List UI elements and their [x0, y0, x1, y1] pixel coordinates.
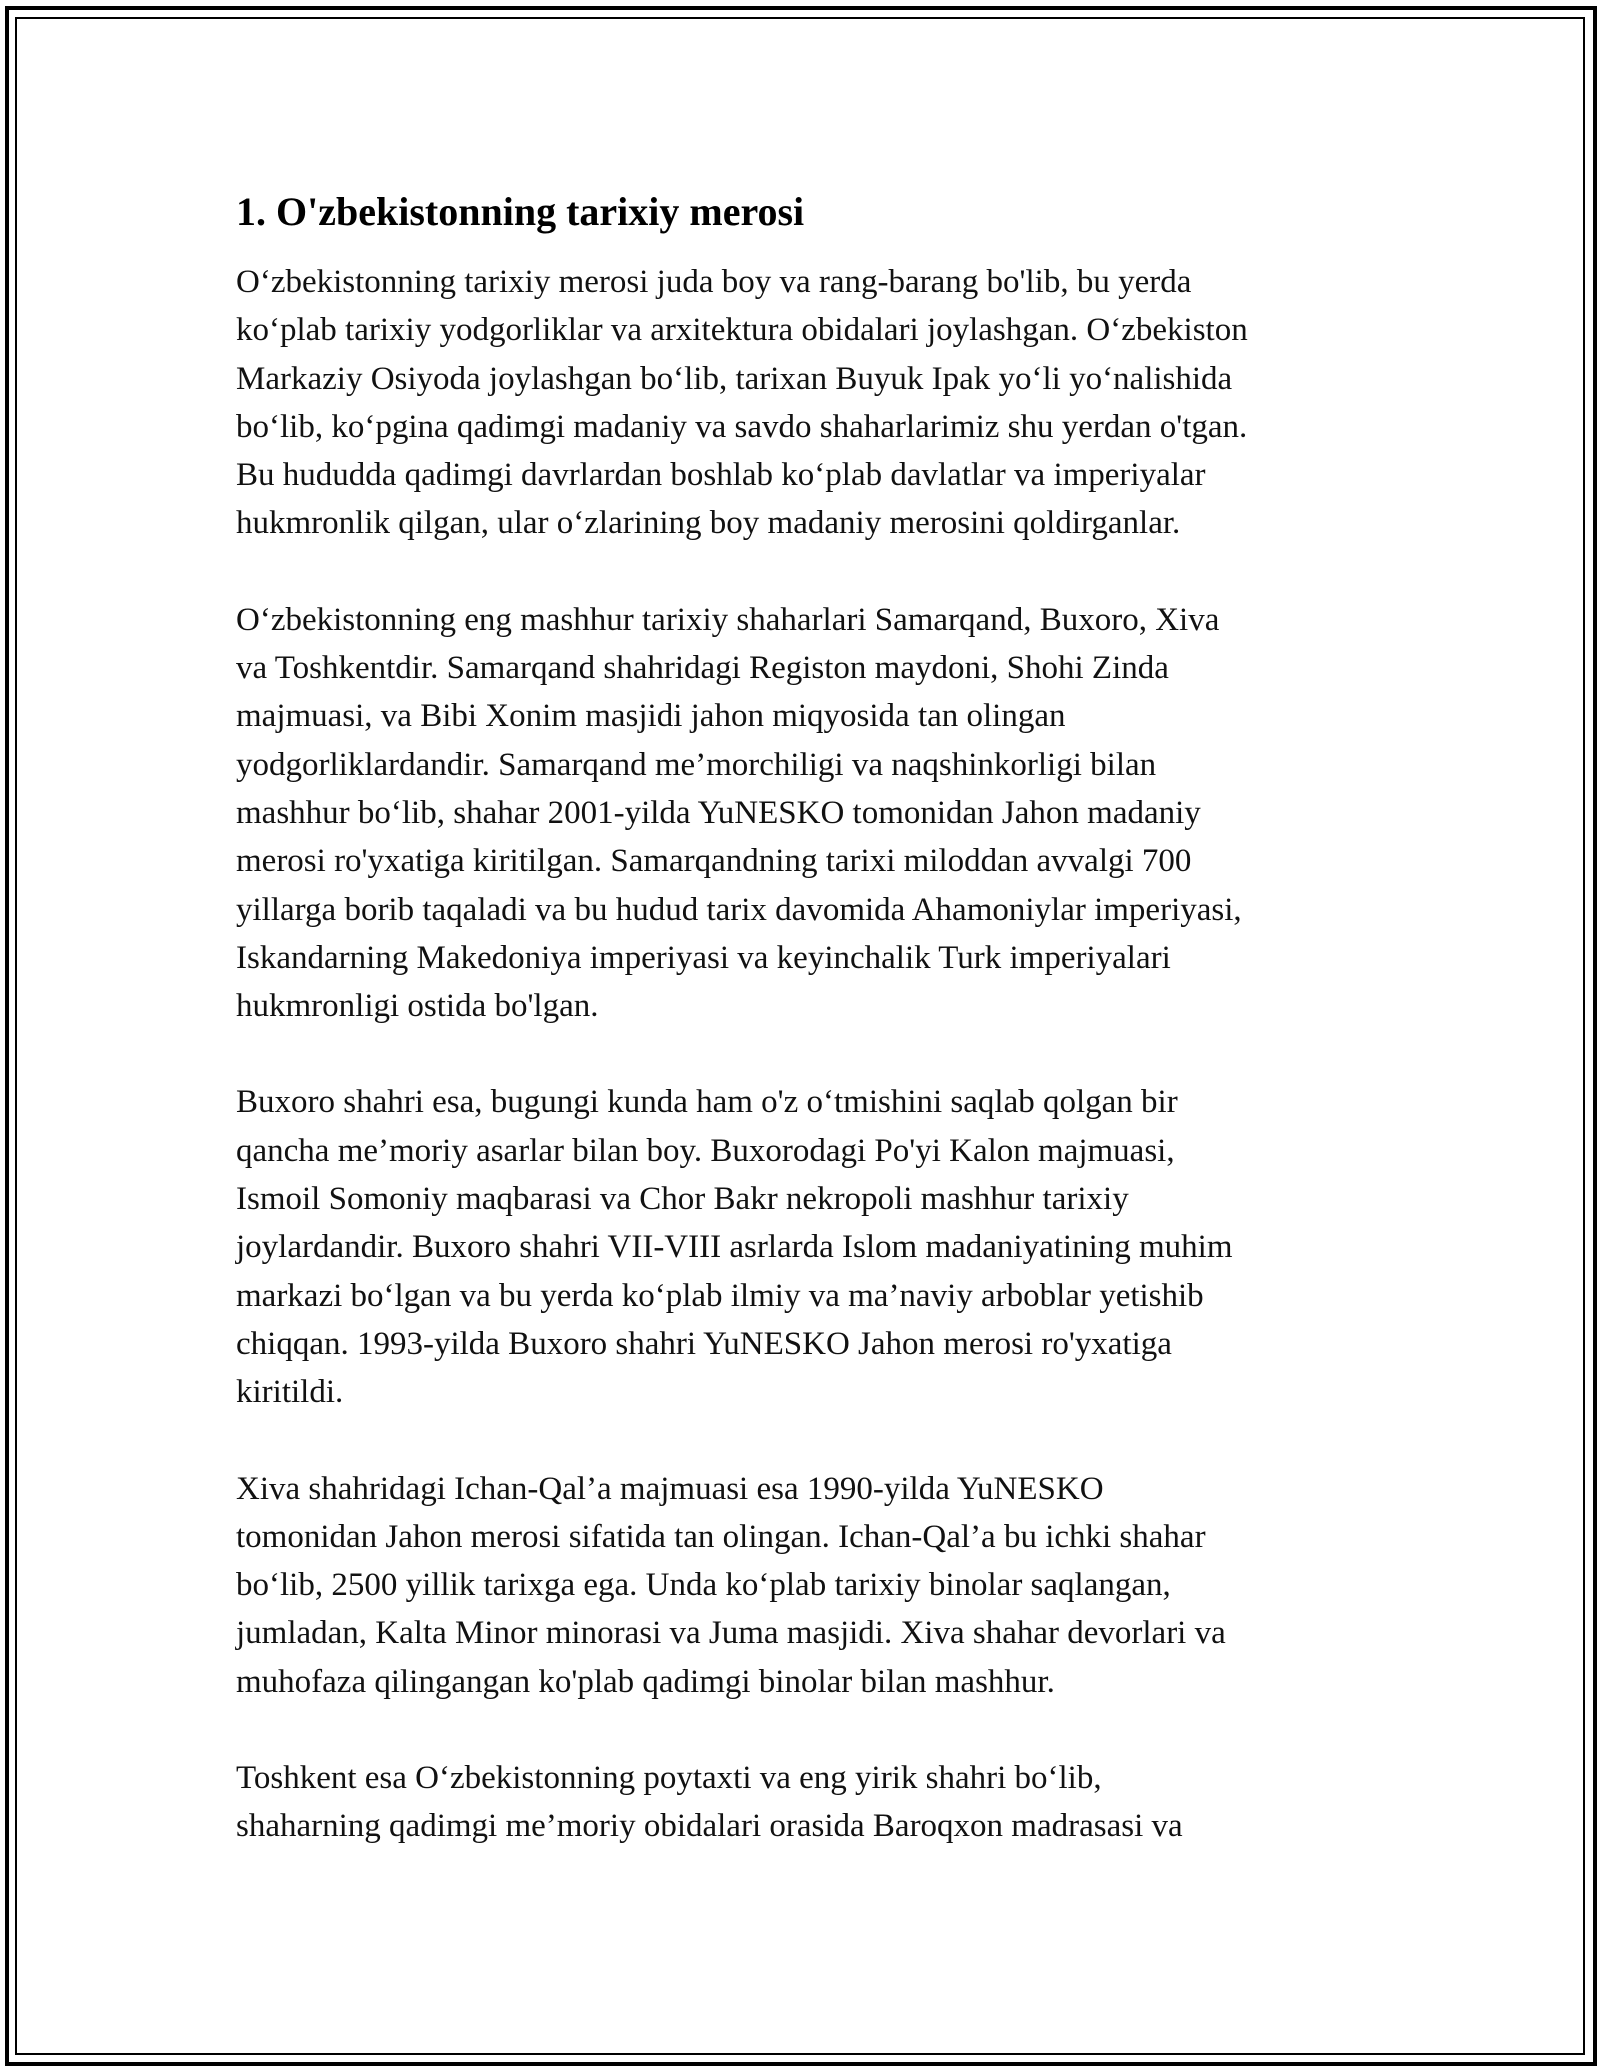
paragraph-toshkent: Toshkent esa O‘zbekistonning poytaxti va eng yirik shahri bo‘lib, shaharning qadimgi me’moriy obidalari orasida Baroqxon madrasasi va — [236, 1760, 1183, 1845]
paragraph-xiva: Xiva shahridagi Ichan-Qal’a majmuasi esa 1990-yilda YuNESKO tomonidan Jahon merosi sifatida tan olingan. Ichan-Qal’a bu ichki shahar bo‘lib, 2500 yillik tarixga ega. Unda ko‘plab tarixiy binolar saqlangan, jumladan, Kalta Minor minorasi va Juma masjidi. Xiva shahar devorlari va muhofaza qilingangan ko'plab qadimgi binolar bilan mashhur. — [236, 1470, 1226, 1700]
document-body — [236, 186, 1376, 1899]
paragraph-buxoro: Buxoro shahri esa, bugungi kunda ham o'z o‘tmishini saqlab qolgan bir qancha me’moriy asarlar bilan boy. Buxorodagi Po'yi Kalon majmuasi, Ismoil Somoniy maqbarasi va Chor Bakr nekropoli mashhur tarixiy joylardandir. Buxoro shahri VII-VIII asrlarda Islom madaniyatining muhim markazi bo‘lgan va bu yerda ko‘plab ilmiy va ma’naviy arboblar yetishib chiqqan. 1993-yilda Buxoro shahri YuNESKO Jahon merosi ro'yxatiga kiritildi. — [236, 1084, 1233, 1411]
paragraph-list — [236, 258, 1376, 1851]
paragraph-intro: O‘zbekistonning tarixiy merosi juda boy va rang-barang bo'lib, bu yerda ko‘plab tarixiy yodgorliklar va arxitektura obidalari joylashgan. O‘zbekiston Markaziy Osiyoda joylashgan bo‘lib, tarixan Buyuk Ipak yo‘li yo‘nalishida bo‘lib, ko‘pgina qadimgi madaniy va savdo shaharlarimiz shu yerdan o'tgan. Bu hududda qadimgi davrlardan boshlab ko‘plab davlatlar va imperiyalar hukmronlik qilgan, ular o‘zlarining boy madaniy merosini qoldirganlar. — [236, 264, 1248, 542]
paragraph-samarqand: O‘zbekistonning eng mashhur tarixiy shaharlari Samarqand, Buxoro, Xiva va Toshkentdir. Samarqand shahridagi Registon maydoni, Shohi Zinda majmuasi, va Bibi Xonim masjidi jahon miqyosida tan olingan yodgorliklardandir. Samarqand me’morchiligi va naqshinkorligi bilan mashhur bo‘lib, shahar 2001-yilda YuNESKO tomonidan Jahon madaniy merosi ro'yxatiga kiritilgan. Samarqandning tarixi miloddan avvalgi 700 yillarga borib taqaladi va bu hudud tarix davomida Ahamoniylar imperiyasi, Iskandarning Makedoniya imperiyasi va keyinchalik Turk imperiyalari hukmronligi ostida bo'lgan. — [236, 601, 1242, 1025]
section-heading: 1. O'zbekistonning tarixiy merosi — [236, 189, 805, 234]
